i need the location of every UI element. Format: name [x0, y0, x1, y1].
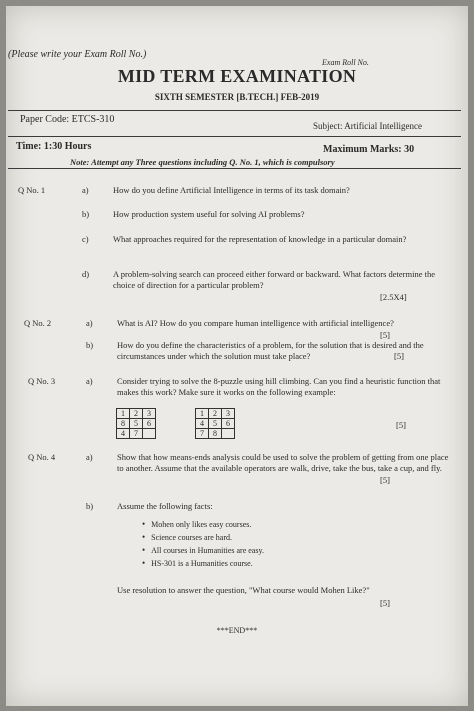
grid-row — [196, 419, 235, 429]
puzzle-tile: 4 — [196, 419, 209, 429]
roll-number-instruction: (Please write your Exam Roll No.) — [8, 49, 147, 60]
part-label: b) — [86, 501, 94, 511]
part-label: a) — [86, 376, 93, 386]
exam-title: MID TERM EXAMINATION — [117, 66, 357, 86]
resolution-question: Use resolution to answer the question, "What course would Mohen Like?" — [117, 585, 370, 595]
marks-label: [2.5X4] — [380, 292, 407, 302]
part-label: a) — [86, 318, 93, 328]
question-text: How do you define the characteristics of a problem, for the solution that is desired and the circumstances under which the solution must take place? — [117, 340, 424, 361]
puzzle-tile: 1 — [117, 409, 130, 419]
question-text: What is AI? How do you compare human intelligence with artificial intelligence? — [117, 318, 394, 328]
part-label: c) — [82, 234, 89, 244]
maximum-marks: Maximum Marks: 30 — [323, 144, 415, 155]
marks-label: [5] — [380, 475, 390, 485]
roll-number-label: Exam Roll No. — [322, 58, 369, 67]
marks-label: [5] — [396, 420, 406, 430]
marks-label: [5] — [394, 351, 404, 361]
paper-code: Paper Code: ETCS-310 — [20, 114, 115, 125]
question-number: Q No. 3 — [28, 376, 56, 386]
instruction-note: Note: Attempt any Three questions including Q. No. 1, which is compulsory — [70, 157, 335, 167]
puzzle-tile: 6 — [143, 419, 156, 429]
facts-intro: Assume the following facts: — [117, 501, 213, 511]
grid-row — [117, 419, 156, 429]
question-text: Show that how means-ends analysis could be used to solve the problem of getting from one place to another. Assume that the available operators are walk, drive, take the bus, take a cup, and fly. — [117, 452, 449, 473]
puzzle-tile: 3 — [222, 409, 235, 419]
fact-item: • Science courses are hard. — [142, 531, 264, 544]
question-text: Consider trying to solve the 8-puzzle using hill climbing. Can you find a heuristic function that makes this work? Make sure it works on the following example: — [117, 376, 441, 397]
blank-tile — [222, 429, 235, 439]
exam-time: Time: 1:30 Hours — [16, 141, 92, 152]
divider — [8, 110, 461, 111]
puzzle-tile: 3 — [143, 409, 156, 419]
question-number: Q No. 4 — [28, 452, 56, 462]
question-number: Q No. 1 — [18, 185, 46, 195]
subject: Subject: Artificial Intelligence — [313, 121, 422, 131]
divider — [8, 136, 461, 137]
part-label: b) — [86, 340, 94, 350]
fact-item: • All courses in Humanities are easy. — [142, 544, 264, 557]
puzzle-tile: 7 — [196, 429, 209, 439]
puzzle-tile: 7 — [130, 429, 143, 439]
question-text: How do you define Artificial Intelligence in terms of its task domain? — [113, 185, 350, 195]
divider — [8, 168, 461, 169]
marks-label: [5] — [380, 598, 390, 608]
grid-row — [117, 409, 156, 419]
grid-row — [117, 429, 156, 439]
start-state-grid — [116, 408, 156, 439]
question-text: A problem-solving search can proceed either forward or backward. What factors determine the choice of direction for a particular problem? — [113, 269, 435, 290]
puzzle-tile: 6 — [222, 419, 235, 429]
question-text: How production system useful for solving AI problems? — [113, 209, 305, 219]
puzzle-tile: 5 — [209, 419, 222, 429]
fact-item: • Mohen only likes easy courses. — [142, 518, 264, 531]
question-text: What approaches required for the representation of knowledge in a particular domain? — [113, 234, 407, 244]
question-number: Q No. 2 — [24, 318, 52, 328]
puzzle-tile: 2 — [130, 409, 143, 419]
facts-list — [142, 518, 264, 570]
grid-row — [196, 409, 235, 419]
part-label: d) — [82, 269, 90, 279]
puzzle-tile: 4 — [117, 429, 130, 439]
end-marker: ***END*** — [216, 626, 258, 635]
goal-state-grid — [195, 408, 235, 439]
part-label: b) — [82, 209, 90, 219]
grid-row — [196, 429, 235, 439]
puzzle-tile: 8 — [117, 419, 130, 429]
blank-tile — [143, 429, 156, 439]
part-label: a) — [82, 185, 89, 195]
puzzle-tile: 5 — [130, 419, 143, 429]
puzzle-tile: 1 — [196, 409, 209, 419]
exam-subtitle: SIXTH SEMESTER [B.TECH.] FEB-2019 — [154, 92, 320, 102]
part-label: a) — [86, 452, 93, 462]
puzzle-tile: 8 — [209, 429, 222, 439]
marks-label: [5] — [380, 330, 390, 340]
puzzle-tile: 2 — [209, 409, 222, 419]
fact-item: • HS-301 is a Humanities course. — [142, 557, 264, 570]
